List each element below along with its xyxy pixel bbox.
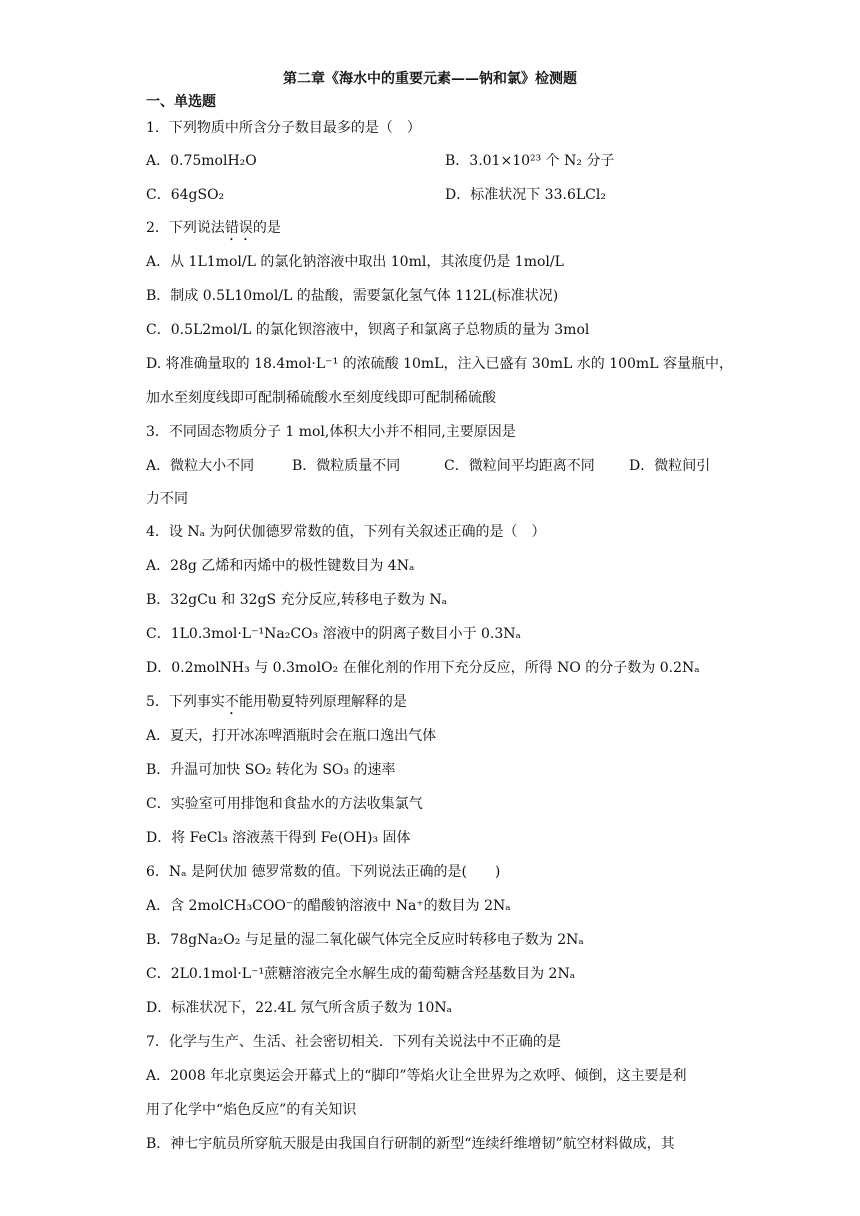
question-3-option-d-line1: D．微粒间引 — [629, 458, 711, 474]
section-heading: 一、单选题 — [146, 94, 216, 110]
question-4-option-d: D．0.2molNH₃ 与 0.3molO₂ 在催化剂的作用下充分反应，所得 NO 的分子数为 0.2Nₐ — [146, 660, 700, 676]
question-1-option-d: D．标准状况下 33.6LCl₂ — [445, 187, 606, 203]
question-6-option-c: C．2L0.1mol·L⁻¹蔗糖溶液完全水解生成的葡萄糖含羟基数目为 2Nₐ — [146, 966, 576, 982]
question-3-option-b: B．微粒质量不同 — [292, 458, 401, 474]
question-5-option-c: C．实验室可用排饱和食盐水的方法收集氯气 — [146, 796, 423, 812]
question-2-option-c: C．0.5L2mol/L 的氯化钡溶液中，钡离子和氯离子总物质的量为 3mol — [146, 322, 590, 338]
question-2-stem-pre: 2．下列说法 — [146, 220, 225, 236]
question-2-option-d-line2: 加水至刻度线即可配制稀硫酸水至刻度线即可配制稀硫酸 — [146, 390, 496, 406]
question-1-option-a: A．0.75molH₂O — [146, 153, 257, 169]
question-2-option-a: A．从 1L1mol/L 的氯化钠溶液中取出 10ml，其浓度仍是 1mol/L — [146, 254, 564, 270]
question-3-stem: 3．不同固态物质分子 1 mol,体积大小并不相同,主要原因是 — [146, 424, 516, 440]
question-5-option-d: D．将 FeCl₃ 溶液蒸干得到 Fe(OH)₃ 固体 — [146, 830, 411, 846]
question-4-option-b: B．32gCu 和 32gS 充分反应,转移电子数为 Nₐ — [146, 592, 448, 608]
question-1-option-b: B．3.01×10²³ 个 N₂ 分子 — [445, 153, 615, 169]
question-2-option-d-line1: D. 将准确量取的 18.4mol·L⁻¹ 的浓硫酸 10mL，注入已盛有 30mL 水的 100mL 容量瓶中， — [146, 356, 733, 372]
question-6-stem: 6．Nₐ 是阿伏加 德罗常数的值。下列说法正确的是( ) — [146, 864, 501, 880]
question-5-stem — [146, 692, 407, 718]
question-6-option-d: D．标准状况下，22.4L 氖气所含质子数为 10Nₐ — [146, 1000, 453, 1016]
question-1-option-c: C．64gSO₂ — [146, 187, 225, 203]
question-5-stem-emphasis: 不 — [224, 694, 239, 710]
question-1-stem: 1．下列物质中所含分子数目最多的是（ ） — [146, 120, 421, 136]
question-5-option-b: B．升温可加快 SO₂ 转化为 SO₃ 的速率 — [146, 762, 396, 778]
question-2-stem-post: 的是 — [252, 220, 281, 236]
question-5-stem-pre: 5．下列事实 — [146, 694, 225, 710]
question-2-stem-emphasis: 错误 — [224, 220, 253, 236]
question-5-option-a: A．夏天，打开冰冻啤酒瓶时会在瓶口逸出气体 — [146, 728, 437, 744]
question-7-option-a-line1: A．2008 年北京奥运会开幕式上的“脚印”等焰火让全世界为之欢呼、倾倒，这主要是利 — [146, 1068, 687, 1084]
question-3-option-c: C．微粒间平均距离不同 — [444, 458, 595, 474]
question-3-option-d-line2: 力不同 — [146, 491, 188, 507]
question-2-stem — [146, 218, 281, 244]
question-5-stem-post: 能用勒夏特列原理解释的是 — [238, 694, 407, 710]
question-4-option-a: A．28g 乙烯和丙烯中的极性键数目为 4Nₐ — [146, 558, 415, 574]
question-3-option-a: A．微粒大小不同 — [146, 458, 255, 474]
question-4-option-c: C．1L0.3mol·L⁻¹Na₂CO₃ 溶液中的阴离子数目小于 0.3Nₐ — [146, 626, 521, 642]
question-7-option-a-line2: 用了化学中“焰色反应”的有关知识 — [146, 1102, 357, 1118]
question-6-option-a: A．含 2molCH₃COO⁻的醋酸钠溶液中 Na⁺的数目为 2Nₐ — [146, 898, 511, 914]
question-7-stem: 7．化学与生产、生活、社会密切相关．下列有关说法中不正确的是 — [146, 1034, 561, 1050]
page-title: 第二章《海水中的重要元素——钠和氯》检测题 — [283, 71, 577, 87]
question-2-option-b: B．制成 0.5L10mol/L 的盐酸，需要氯化氢气体 112L(标准状况) — [146, 288, 559, 304]
question-6-option-b: B．78gNa₂O₂ 与足量的湿二氧化碳气体完全反应时转移电子数为 2Nₐ — [146, 932, 584, 948]
question-7-option-b-line1: B．神七宇航员所穿航天服是由我国自行研制的新型“连续纤维增韧”航空材料做成，其 — [146, 1136, 675, 1152]
question-4-stem: 4．设 Nₐ 为阿伏伽德罗常数的值，下列有关叙述正确的是（ ） — [146, 524, 546, 540]
